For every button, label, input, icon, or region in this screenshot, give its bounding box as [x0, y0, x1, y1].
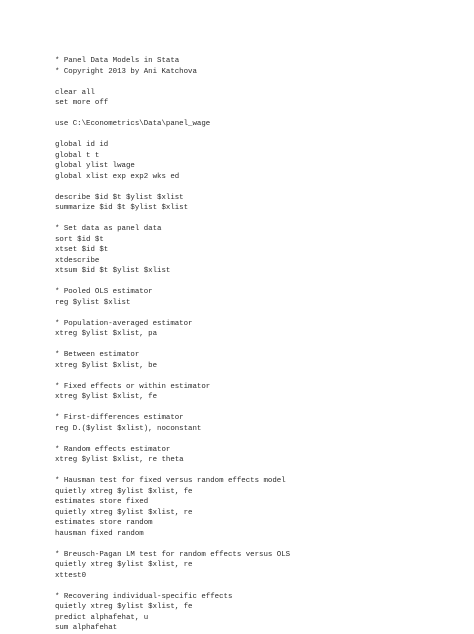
code-line: global id id	[55, 141, 109, 149]
comment-line: * Between estimator	[55, 351, 140, 359]
comment-line: * Copyright 2013 by Ani Katchova	[55, 67, 197, 76]
comment-line: * Panel Data Models in Stata	[55, 57, 180, 65]
code-line: sum alphafehat	[55, 624, 118, 632]
comment-line: * Recovering individual-specific effects	[55, 592, 233, 601]
blank-line	[55, 403, 290, 414]
code-line: quietly xtreg $ylist $xlist, fe	[55, 487, 193, 496]
comment-line: * Set data as panel data	[55, 225, 162, 233]
comment-line: * Fixed effects or within estimator	[55, 382, 211, 391]
code-line: clear all	[55, 88, 95, 97]
code-line: quietly xtreg $ylist $xlist, re	[55, 561, 193, 569]
code-line: xtdescribe	[55, 256, 100, 265]
blank-line	[55, 581, 290, 592]
blank-line	[55, 130, 290, 141]
code-line: reg $ylist $xlist	[55, 298, 131, 307]
code-line: global ylist lwage	[55, 162, 135, 170]
code-line: xtreg $ylist $xlist, pa	[55, 330, 158, 338]
code-line: global xlist exp exp2 wks ed	[55, 172, 180, 181]
comment-line: * Pooled OLS estimator	[55, 288, 153, 296]
code-line: summarize $id $t $ylist $xlist	[55, 204, 189, 212]
blank-line	[55, 109, 290, 120]
code-line: xtreg $ylist $xlist, be	[55, 361, 158, 370]
blank-line	[55, 308, 290, 319]
blank-line	[55, 434, 290, 445]
blank-line	[55, 214, 290, 225]
stata-code-block	[55, 56, 290, 634]
comment-line: * First-differences estimator	[55, 414, 184, 422]
comment-line: * Breusch-Pagan LM test for random effects versus OLS	[55, 550, 291, 559]
code-line: global t t	[55, 151, 100, 160]
comment-line: * Hausman test for fixed versus random effects model	[55, 477, 286, 485]
code-line: estimates store fixed	[55, 498, 149, 506]
code-line: xtset $id $t	[55, 246, 109, 254]
code-line: xttest0	[55, 571, 87, 580]
code-line: xtreg $ylist $xlist, fe	[55, 393, 158, 401]
code-line: reg D.($ylist $xlist), noconstant	[55, 424, 202, 433]
blank-line	[55, 277, 290, 288]
code-line: set more off	[55, 99, 109, 107]
comment-line: * Population-averaged estimator	[55, 319, 193, 328]
blank-line	[55, 371, 290, 382]
code-line: describe $id $t $ylist $xlist	[55, 193, 184, 202]
code-line: hausman fixed random	[55, 529, 144, 538]
code-line: xtreg $ylist $xlist, re theta	[55, 456, 184, 464]
code-line: use C:\Econometrics\Data\panel_wage	[55, 120, 211, 128]
blank-line	[55, 466, 290, 477]
comment-line: * Random effects estimator	[55, 445, 171, 454]
blank-line	[55, 182, 290, 193]
code-line: quietly xtreg $ylist $xlist, re	[55, 508, 193, 517]
code-line: quietly xtreg $ylist $xlist, fe	[55, 603, 193, 611]
blank-line	[55, 539, 290, 550]
code-line: predict alphafehat, u	[55, 613, 149, 622]
code-line: estimates store random	[55, 519, 153, 527]
blank-line	[55, 340, 290, 351]
code-line: xtsum $id $t $ylist $xlist	[55, 267, 171, 275]
blank-line	[55, 77, 290, 88]
code-line: sort $id $t	[55, 235, 104, 244]
